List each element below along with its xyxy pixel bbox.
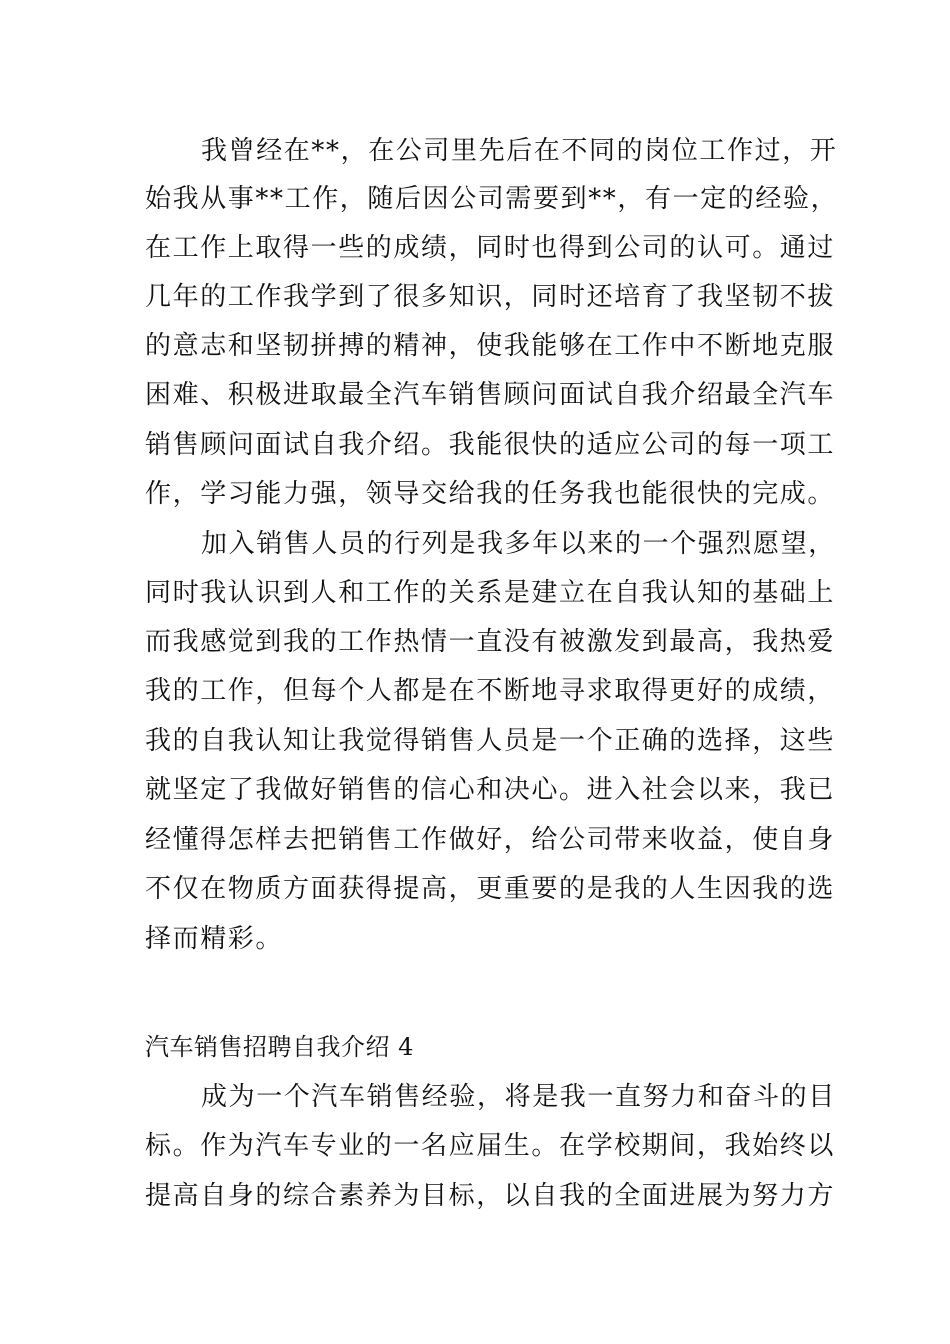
text-line: 而我感觉到我的工作热情一直没有被激发到最高，我热爱 xyxy=(145,627,836,657)
text-line: 几年的工作我学到了很多知识，同时还培育了我坚韧不拔 xyxy=(145,282,836,312)
text-line: 销售顾问面试自我介绍。我能很快的适应公司的每一项工 xyxy=(145,430,836,460)
text-line: 就坚定了我做好销售的信心和决心。进入社会以来，我已 xyxy=(145,775,836,805)
text-line: 我的自我认知让我觉得销售人员是一个正确的选择，这些 xyxy=(145,726,836,756)
text-line: 我曾经在**，在公司里先后在不同的岗位工作过，开 xyxy=(201,136,838,166)
text-line: 的意志和坚韧拼搏的精神，使我能够在工作中不断地克服 xyxy=(145,331,836,361)
text-line: 始我从事**工作，随后因公司需要到**，有一定的经验， xyxy=(145,184,839,214)
section-heading: 汽车销售招聘自我介绍 4 xyxy=(145,1033,414,1061)
text-line: 经懂得怎样去把销售工作做好，给公司带来收益，使自身 xyxy=(145,825,836,855)
text-line: 同时我认识到人和工作的关系是建立在自我认知的基础上 xyxy=(145,578,836,608)
text-line: 在工作上取得一些的成绩，同时也得到公司的认可。通过 xyxy=(145,233,836,263)
text-line: 成为一个汽车销售经验，将是我一直努力和奋斗的目 xyxy=(201,1082,836,1112)
text-line: 不仅在物质方面获得提高，更重要的是我的人生因我的选 xyxy=(145,874,836,904)
text-line: 提高自身的综合素养为目标，以自我的全面进展为努力方 xyxy=(145,1181,836,1211)
text-line: 困难、积极进取最全汽车销售顾问面试自我介绍最全汽车 xyxy=(145,380,836,410)
text-line: 加入销售人员的行列是我多年以来的一个强烈愿望， xyxy=(201,529,836,559)
text-line: 我的工作，但每个人都是在不断地寻求取得更好的成绩， xyxy=(145,676,836,706)
text-line: 择而精彩。 xyxy=(145,924,284,954)
text-line: 作，学习能力强，领导交给我的任务我也能很快的完成。 xyxy=(145,479,836,509)
text-line: 标。作为汽车专业的一名应届生。在学校期间，我始终以 xyxy=(145,1131,836,1161)
